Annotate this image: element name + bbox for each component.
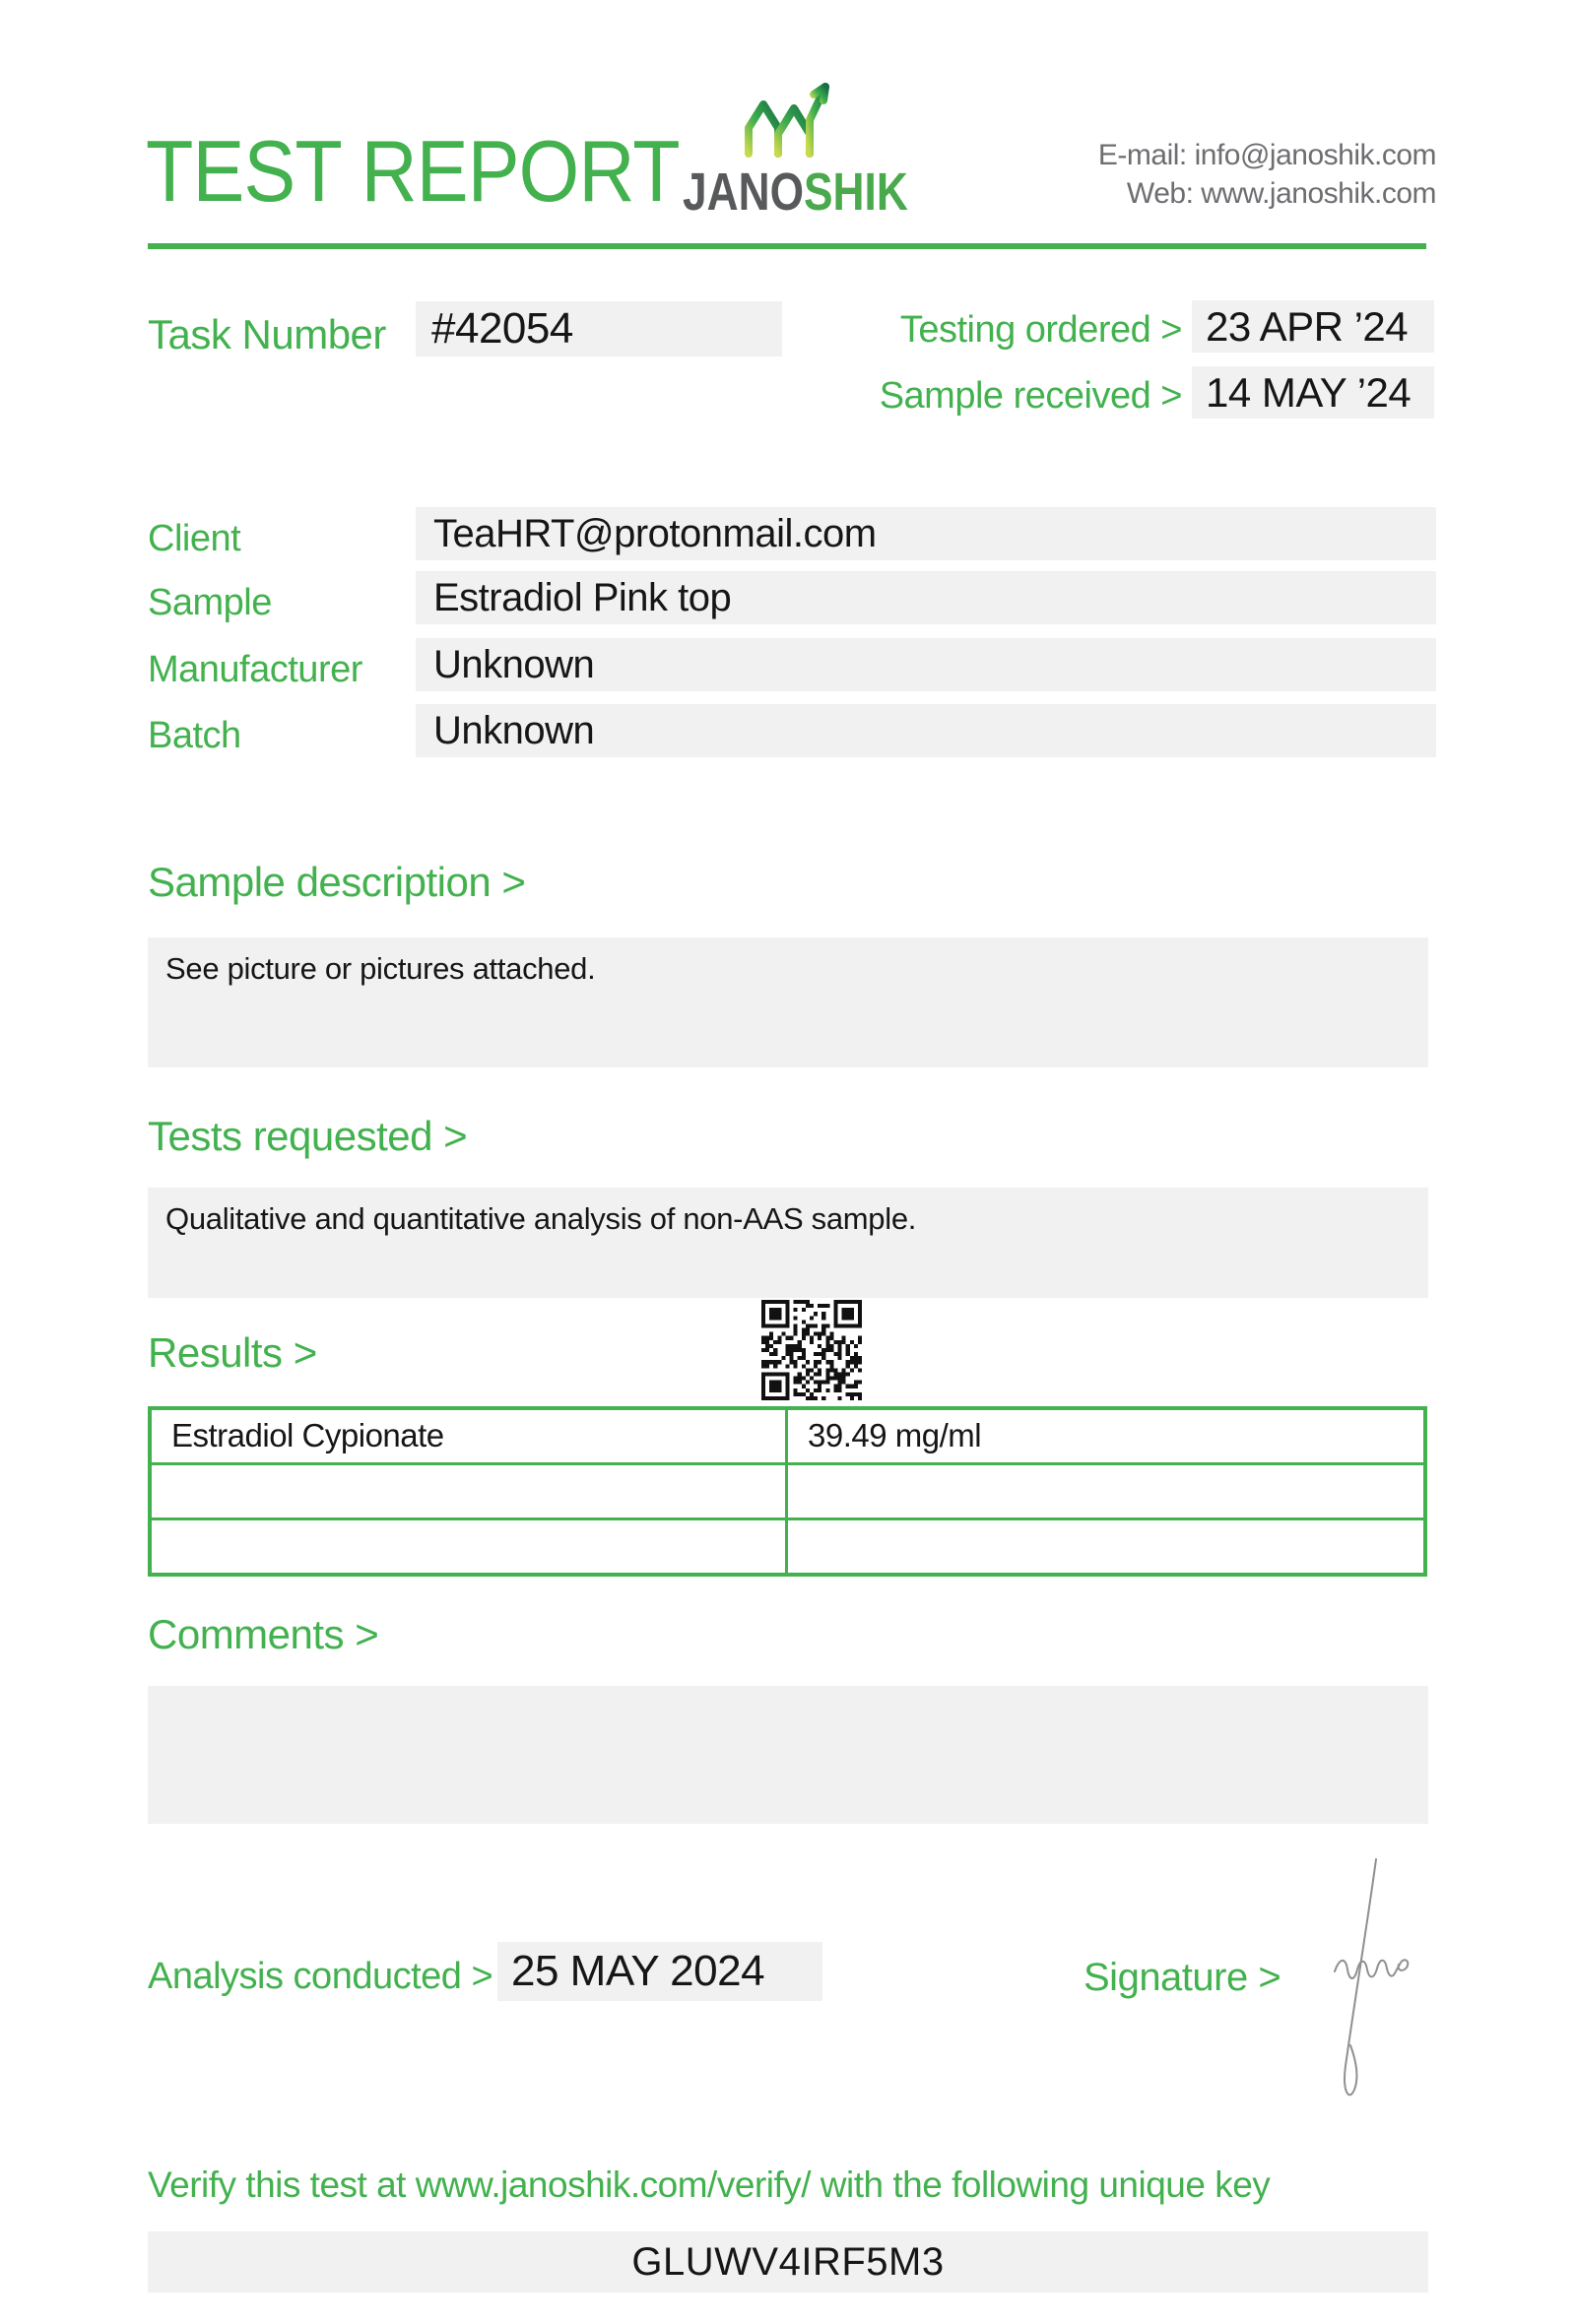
sample-label: Sample	[148, 582, 272, 623]
testing-ordered-field	[1192, 300, 1434, 353]
tests-requested-text: Qualitative and quantitative analysis of non-AAS sample.	[165, 1201, 917, 1236]
sample-received-field	[1192, 366, 1434, 419]
sample-description-heading: Sample description >	[148, 859, 526, 905]
analysis-conducted-field	[497, 1942, 822, 2001]
verify-key-value: GLUWV4IRF5M3	[631, 2240, 945, 2284]
batch-label: Batch	[148, 715, 241, 756]
batch-value: Unknown	[433, 709, 595, 752]
client-label: Client	[148, 518, 241, 559]
table-row	[152, 1462, 1423, 1517]
manufacturer-label: Manufacturer	[148, 649, 362, 690]
task-number-field	[416, 301, 782, 356]
sample-received-value: 14 MAY ’24	[1206, 369, 1412, 416]
contact-email: E-mail: info@janoshik.com	[1097, 139, 1436, 171]
tests-requested-heading: Tests requested >	[148, 1113, 468, 1159]
header-divider	[148, 243, 1426, 249]
client-field	[416, 507, 1436, 560]
result-name: Estradiol Cypionate	[171, 1417, 444, 1453]
comments-heading: Comments >	[148, 1611, 379, 1657]
results-table	[148, 1406, 1427, 1577]
result-value-cell	[788, 1410, 1423, 1462]
verify-instruction: Verify this test at www.janoshik.com/verify/ with the following unique key	[148, 2164, 1271, 2205]
janoshik-logo-icon	[739, 79, 833, 161]
sample-field	[416, 571, 1436, 624]
analysis-conducted-value: 25 MAY 2024	[511, 1947, 765, 1995]
signature-label: Signature >	[1084, 1956, 1281, 1999]
tests-requested-box	[148, 1188, 1428, 1298]
signature-image	[1313, 1853, 1435, 2127]
sample-description-box	[148, 937, 1428, 1067]
comments-text	[148, 1686, 1428, 1700]
client-value: TeaHRT@protonmail.com	[433, 512, 877, 555]
task-number-value: #42054	[431, 304, 573, 353]
result-name-cell	[152, 1465, 788, 1517]
testing-ordered-value: 23 APR ’24	[1206, 303, 1409, 350]
result-name-cell	[152, 1410, 788, 1462]
result-name-cell	[152, 1520, 788, 1573]
logo-text-gray: JANO	[683, 162, 805, 222]
sample-received-label: Sample received >	[879, 375, 1182, 417]
result-value: 39.49 mg/ml	[808, 1417, 982, 1453]
testing-ordered-label: Testing ordered >	[899, 309, 1182, 351]
qr-code	[761, 1300, 862, 1400]
page-title: TEST REPORT	[146, 122, 680, 220]
results-heading: Results >	[148, 1329, 317, 1376]
manufacturer-value: Unknown	[433, 643, 595, 686]
task-number-label: Task Number	[148, 311, 386, 357]
result-value-cell	[788, 1520, 1423, 1573]
result-value-cell	[788, 1465, 1423, 1517]
sample-value: Estradiol Pink top	[433, 576, 732, 619]
comments-box	[148, 1686, 1428, 1824]
contact-block	[1098, 136, 1436, 213]
manufacturer-field	[416, 638, 1436, 691]
table-row	[152, 1410, 1423, 1462]
table-row	[152, 1517, 1423, 1573]
verify-key-field	[148, 2231, 1428, 2292]
janoshik-logo-text	[683, 162, 908, 222]
sample-description-text: See picture or pictures attached.	[165, 951, 596, 986]
batch-field	[416, 704, 1436, 757]
analysis-conducted-label: Analysis conducted >	[148, 1956, 493, 1997]
contact-web: Web: www.janoshik.com	[1126, 177, 1436, 210]
logo-text-green: SHIK	[804, 162, 908, 222]
